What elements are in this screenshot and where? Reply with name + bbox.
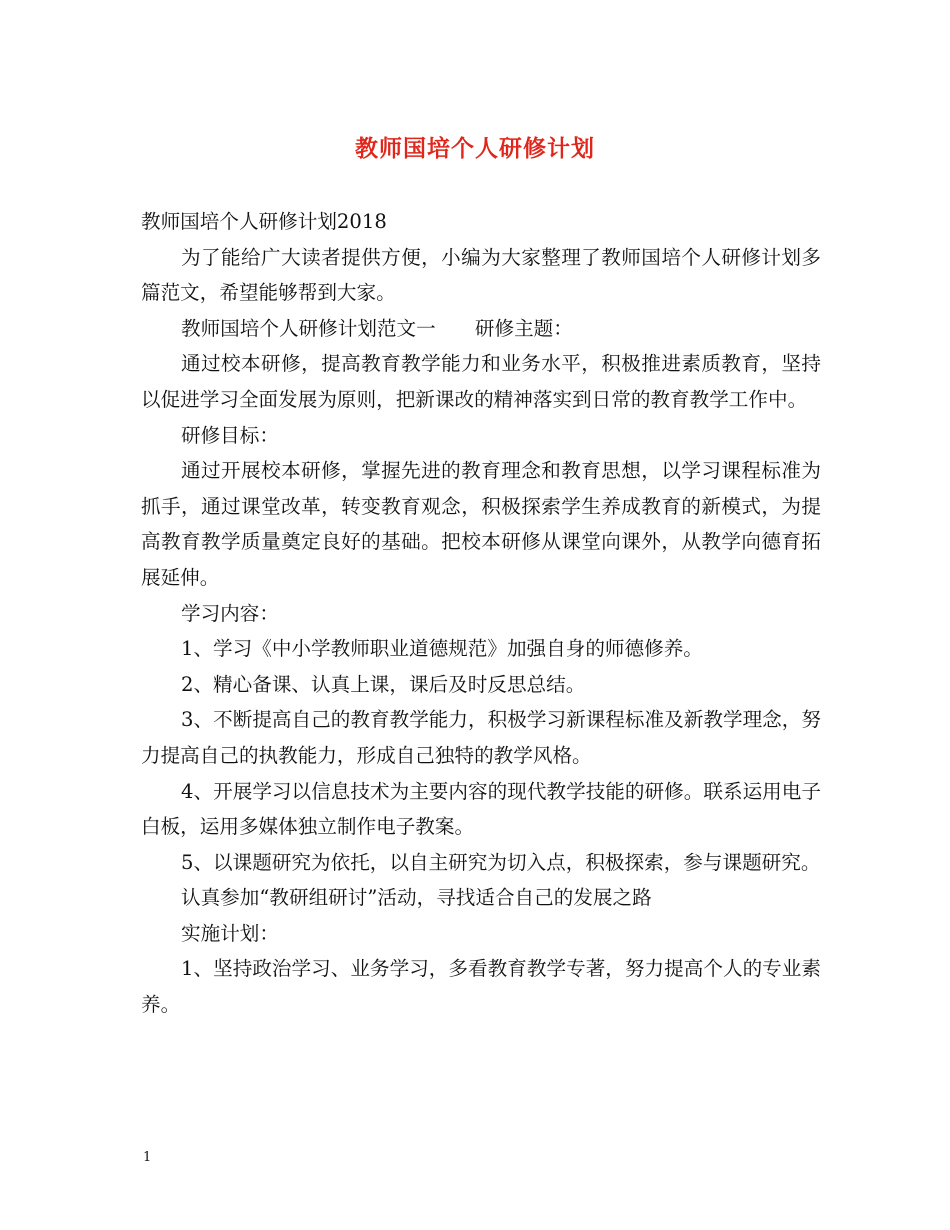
paragraph: 通过校本研修，提高教育教学能力和业务水平，积极推进素质教育，坚持以促进学习全面发展为原则，把新课改的精神落实到日常的教育教学工作中。 [141, 352, 821, 411]
paragraph: 1、学习《中小学教师职业道德规范》加强自身的师德修养。 [181, 637, 703, 661]
paragraph: 认真参加“教研组研讨”活动，寻找适合自己的发展之路 [181, 886, 652, 910]
paragraph: 教师国培个人研修计划范文一 研修主题： [181, 316, 573, 340]
paragraph: 实施计划： [181, 921, 279, 945]
document-body [141, 204, 821, 1023]
paragraph: 研修目标： [181, 423, 279, 447]
paragraph: 为了能给广大读者提供方便，小编为大家整理了教师国培个人研修计划多篇范文，希望能够帮到大家。 [141, 245, 821, 305]
paragraph: 4、开展学习以信息技术为主要内容的现代教学技能的研修。联系运用电子白板，运用多媒体独立制作电子教案。 [141, 779, 821, 839]
paragraph: 1、坚持政治学习、业务学习，多看教育教学专著，努力提高个人的专业素养。 [141, 957, 821, 1017]
document-title: 教师国培个人研修计划 [355, 135, 595, 162]
paragraph: 学习内容： [181, 601, 279, 625]
paragraph: 5、以课题研究为依托，以自主研究为切入点，积极探索，参与课题研究。 [181, 850, 821, 874]
page-number: 1 [143, 1150, 152, 1165]
paragraph: 2、精心备课、认真上课，课后及时反思总结。 [181, 672, 586, 696]
paragraph: 通过开展校本研修，掌握先进的教育理念和教育思想，以学习课程标准为抓手，通过课堂改革，转变教育观念，积极探索学生养成教育的新模式，为提高教育教学质量奠定良好的基础。把校本研修从课堂向课外，从教学向德育拓展延伸。 [141, 459, 821, 589]
paragraph: 教师国培个人研修计划2018 [141, 210, 387, 233]
paragraph: 3、不断提高自己的教育教学能力，积极学习新课程标准及新教学理念，努力提高自己的执教能力，形成自己独特的教学风格。 [141, 708, 821, 767]
